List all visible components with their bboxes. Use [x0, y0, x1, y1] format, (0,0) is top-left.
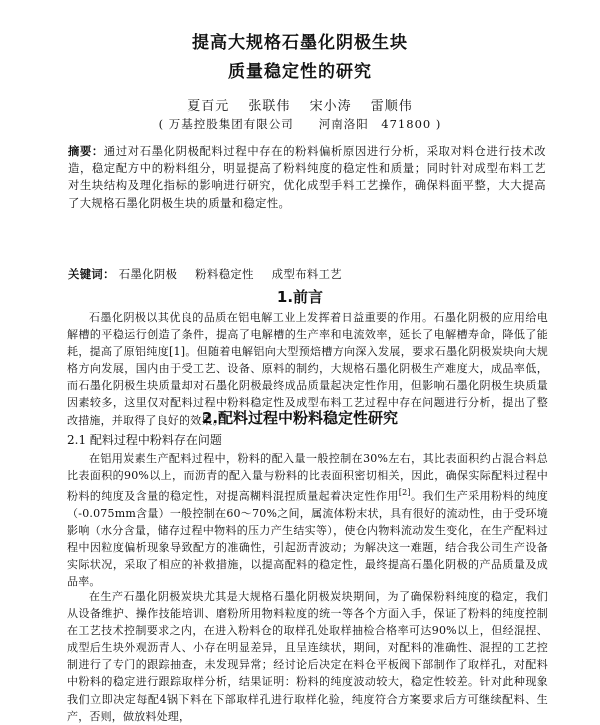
body-paragraph — [67, 450, 548, 590]
paper-title-line-1: 提高大规格石墨化阴极生块 — [192, 33, 408, 53]
citation-reference: [2] — [398, 488, 411, 498]
author-list — [0, 95, 600, 114]
keyword: 石墨化阴极 — [118, 268, 178, 281]
paragraph-text: 。我们生产采用粉料的纯度（-0.075mm含量）一般控制在60～70%之间，属流体粉末状，具有很好的流动性，由于受环境影响（水分含量，储存过程中物料的压力产生结实等），使仓内物料流动发生变化，在生产配料过程中因粒度偏析现象导致配方的准确性，引起沥青波动；为解决这一难题，结合我公司生产设备实际状况，采取了相应的补救措施，以提高配料的稳定性，最终提高石墨化阴极的产品质量及成品率。 — [67, 489, 548, 589]
introduction-paragraph: 石墨化阴极以其优良的品质在铝电解工业上发挥着日益重要的作用。石墨化阴极的应用给电解槽的平稳运行创造了条件，提高了电解槽的生产率和电流效率，延长了电解槽寿命，降低了能耗，提高了原铝纯度[1]。但随着电解铝向大型预焙槽方向深入发展，要求石墨化阴极炭块向大规格方向发展，国内由于受工艺、设备、原料的制约，大规格石墨化阴极生产难度大，成品率低，而石墨化阴极生块质量却对石墨化阴极最终成品质量起决定性作用，但影响石墨化阴极生块质量因素较多，这里仅对配料过程中粉料稳定性及成型布料工艺过程中存在问题进行分析，提出了整改措施，并取得了良好的效果。 — [67, 311, 548, 427]
author-name: 张联伟 — [248, 99, 291, 114]
keyword: 粉料稳定性 — [195, 268, 254, 281]
subsection-heading: 2.1 配料过程中粉料存在问题 — [67, 433, 222, 447]
keywords-label: 关键词： — [68, 268, 115, 281]
keyword: 成型布料工艺 — [271, 268, 342, 281]
abstract — [68, 143, 546, 212]
paragraph-text: 在铝用炭素生产配料过程中，粉料的配入量一般控制在30%左右，其比表面积约占混合料总比表面积的90%以上，而沥青的配入量与粉料的比表面积密切相关，因此，确保实际配料过程中粉料的纯度及含量的稳定性，对提高糊料混捏质量起着决定性作用 — [67, 452, 548, 503]
body-paragraph: 在生产石墨化阴极炭块尤其是大规格石墨化阴极炭块期间，为了确保粉料纯度的稳定，我们从设备维护、操作技能培训、磨粉所用物料粒度的统一等各个方面入手，保证了粉料的纯度控制在工艺技术控制要求之内，在进入粉料仓的取样孔处取样抽检合格率可达90%以上，但经混捏、成型后生块外观沥青人、小存在明显差异，且呈连续状，期间，对配料的准确性、混捏的工艺控制进行了专门的跟踪抽查，未发现异常；经讨论后决定在料仓平板阀下部制作了取样孔，对配料中粉料的稳定进行跟踪取样分析，结果证明：粉料的纯度波动较大，稳定性较差。针对此种现象我们立即决定每配4锅下料在下部取样孔进行取样化验，纯度符合方案要求后方可继续配料、生产，否则，做放料处理， — [67, 590, 548, 723]
abstract-text: 通过对石墨化阴极配料过程中存在的粉料偏析原因进行分析，采取对料仓进行技术改造，稳定配方中的粉料组分，明显提高了粉料纯度的稳定性和质量；同时针对成型布料工艺对生块结构及理化指标的影响进行研究，优化成型手料工艺操作，确保料面平整，大大提高了大规格石墨化阴极生块的质量和稳定性。 — [68, 145, 546, 210]
section-heading-powder-stability: 2.配料过程中粉料稳定性研究 — [201, 409, 399, 427]
affiliation: ( 万基控股集团有限公司 河南洛阳 471800 ) — [158, 117, 442, 131]
paper-title-line-2: 质量稳定性的研究 — [228, 62, 372, 82]
keywords — [68, 266, 546, 282]
author-name: 宋小涛 — [309, 99, 352, 114]
author-name: 夏百元 — [187, 99, 230, 114]
abstract-label: 摘要： — [68, 145, 104, 158]
section-heading-introduction: 1.前言 — [276, 288, 324, 306]
author-name: 雷顺伟 — [370, 99, 413, 114]
